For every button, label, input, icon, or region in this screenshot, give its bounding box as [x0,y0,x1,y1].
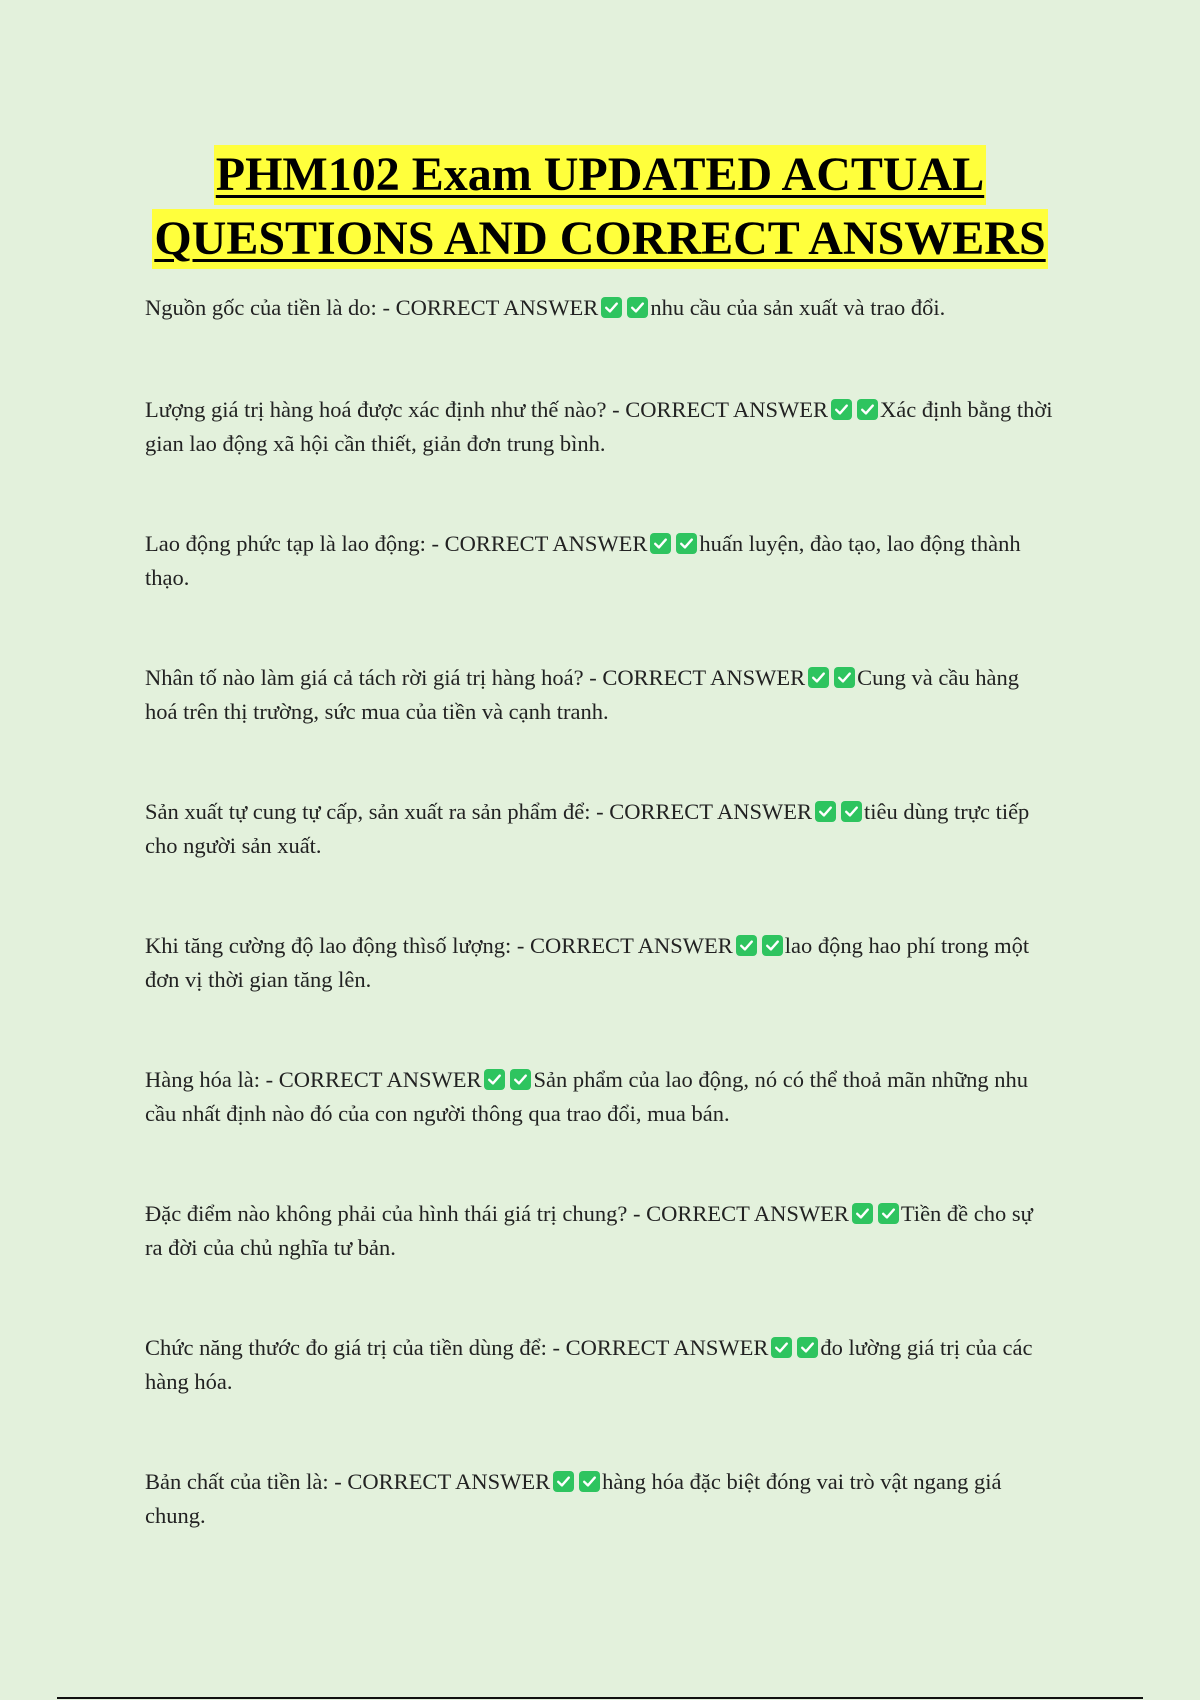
check-mark-icon [553,1471,574,1492]
check-mark-icon [815,801,836,822]
check-mark-icon [831,399,852,420]
answer-text: lao động hao phí trong một đơn vị thời gian tăng lên. [145,933,1030,992]
answer-text: hàng hóa đặc biệt đóng vai trò vật ngang giá chung. [145,1469,1002,1528]
check-mark-icon [834,667,855,688]
question-text: Khi tăng cường độ lao động thìsố lượng: [145,933,512,958]
correct-answer-label: CORRECT ANSWER [565,1335,769,1360]
correct-answer-label: CORRECT ANSWER [609,799,813,824]
question-text: Bản chất của tiền là: [145,1469,329,1494]
qa-item [145,291,1055,325]
qa-item [145,527,1055,595]
qa-item [145,393,1055,461]
answer-text: huấn luyện, đào tạo, lao động thành thạo. [145,531,1021,590]
check-mark-icon [878,1203,899,1224]
correct-answer-label: CORRECT ANSWER [444,531,648,556]
check-mark-icon [841,801,862,822]
answer-text: Sản phẩm của lao động, nó có thể thoả mãn những nhu cầu nhất định nào đó của con người thông qua trao đổi, mua bán. [145,1067,1029,1126]
check-mark-icon [852,1203,873,1224]
document-title [0,145,1200,273]
correct-answer-label: CORRECT ANSWER [602,665,806,690]
answer-text: Cung và cầu hàng hoá trên thị trường, sức mua của tiền và cạnh tranh. [145,665,1019,724]
answer-text: tiêu dùng trực tiếp cho người sản xuất. [145,799,1030,858]
check-mark-icon [736,935,757,956]
correct-answer-label: CORRECT ANSWER [395,295,599,320]
question-separator: - [583,665,603,690]
question-separator: - [376,295,396,320]
answer-text: Tiền đề cho sự ra đời của chủ nghĩa tư bản. [145,1201,1033,1260]
check-mark-icon [484,1069,505,1090]
qa-item [145,929,1055,997]
question-text: Sản xuất tự cung tự cấp, sản xuất ra sản phẩm để: [145,799,591,824]
check-mark-icon [601,297,622,318]
question-text: Hàng hóa là: [145,1067,260,1092]
qa-item [145,1063,1055,1131]
correct-answer-label: CORRECT ANSWER [530,933,733,958]
check-mark-icon [771,1337,792,1358]
correct-answer-label: CORRECT ANSWER [278,1067,482,1092]
question-separator: - [511,933,531,958]
check-mark-icon [627,297,648,318]
question-text: Lao động phức tạp là lao động: [145,531,426,556]
question-text: Nhân tố nào làm giá cả tách rời giá trị hàng hoá? [145,665,584,690]
question-separator: - [627,1201,647,1226]
check-mark-icon [510,1069,531,1090]
check-mark-icon [676,533,697,554]
question-separator: - [546,1335,566,1360]
qa-item [145,661,1055,729]
check-mark-icon [857,399,878,420]
question-separator: - [328,1469,348,1494]
qa-item [145,1331,1055,1399]
title-line-1: PHM102 Exam UPDATED ACTUAL [214,145,986,205]
question-separator: - [606,397,626,422]
answer-text: nhu cầu của sản xuất và trao đổi. [650,295,946,320]
qa-list [145,291,1055,1533]
correct-answer-label: CORRECT ANSWER [625,397,829,422]
title-line-2: QUESTIONS AND CORRECT ANSWERS [152,209,1047,269]
qa-item [145,795,1055,863]
answer-text: Xác định bằng thời gian lao động xã hội cần thiết, giản đơn trung bình. [145,397,1053,456]
question-text: Chức năng thước đo giá trị của tiền dùng để: [145,1335,547,1360]
question-separator: - [425,531,445,556]
check-mark-icon [650,533,671,554]
check-mark-icon [808,667,829,688]
check-mark-icon [762,935,783,956]
check-mark-icon [579,1471,600,1492]
question-separator: - [590,799,610,824]
answer-text: đo lường giá trị của các hàng hóa. [145,1335,1033,1394]
footer-divider [57,1697,1143,1699]
question-text: Lượng giá trị hàng hoá được xác định như thế nào? [145,397,607,422]
qa-item [145,1197,1055,1265]
question-separator: - [259,1067,279,1092]
qa-item [145,1465,1055,1533]
check-mark-icon [797,1337,818,1358]
question-text: Đặc điểm nào không phải của hình thái giá trị chung? [145,1201,628,1226]
question-text: Nguồn gốc của tiền là do: [145,295,377,320]
correct-answer-label: CORRECT ANSWER [347,1469,551,1494]
correct-answer-label: CORRECT ANSWER [646,1201,849,1226]
